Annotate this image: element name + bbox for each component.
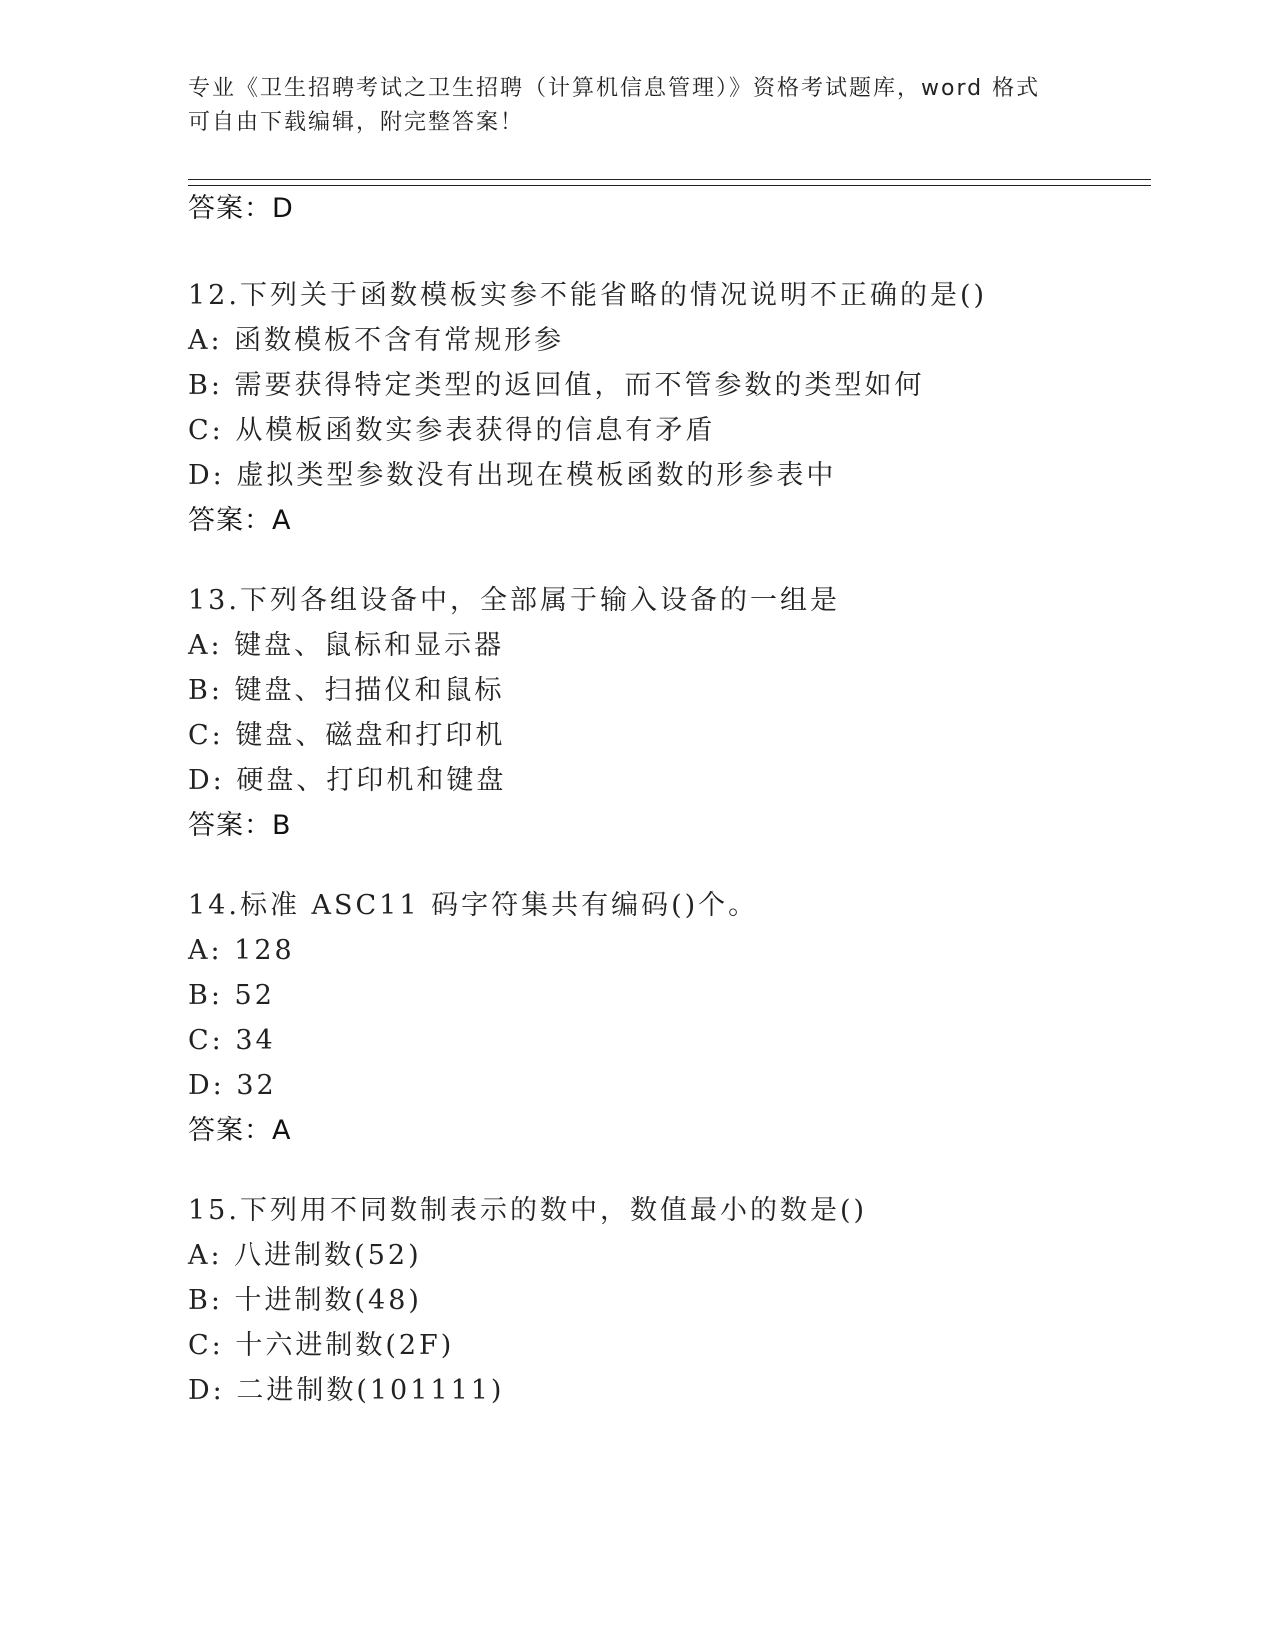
option-a: A: 128 — [188, 935, 295, 966]
question-stem: 14.标准 ASC11 码字符集共有编码()个。 — [188, 890, 759, 921]
answer-text: 答案：A — [188, 1115, 292, 1146]
option-a: A: 函数模板不含有常规形参 — [188, 325, 565, 356]
question-13 — [188, 578, 1138, 848]
question-stem: 15.下列用不同数制表示的数中，数值最小的数是() — [188, 1195, 868, 1226]
option-b: B: 需要获得特定类型的返回值，而不管参数的类型如何 — [188, 370, 925, 401]
option-c: C: 34 — [188, 1025, 276, 1056]
option-b: B: 52 — [188, 980, 275, 1011]
answer-text: 答案：A — [188, 505, 292, 536]
option-a: A: 八进制数(52) — [188, 1240, 422, 1271]
option-d: D: 硬盘、打印机和键盘 — [188, 765, 507, 796]
question-14 — [188, 883, 1138, 1153]
option-c: C: 键盘、磁盘和打印机 — [188, 720, 506, 751]
question-12 — [188, 273, 1138, 543]
question-15 — [188, 1188, 1138, 1413]
option-d: D: 虚拟类型参数没有出现在模板函数的形参表中 — [188, 460, 837, 491]
header-divider-top — [188, 179, 1151, 180]
answer-text: 答案：D — [188, 193, 294, 224]
option-c: C: 十六进制数(2F) — [188, 1330, 455, 1361]
answer-text: 答案：B — [188, 810, 292, 841]
option-d: D: 二进制数(101111) — [188, 1375, 505, 1406]
document-header — [188, 72, 1088, 140]
header-line-1: 专业《卫生招聘考试之卫生招聘（计算机信息管理）》资格考试题库，word 格式 — [188, 76, 1041, 101]
option-c: C: 从模板函数实参表获得的信息有矛盾 — [188, 415, 716, 446]
option-b: B: 十进制数(48) — [188, 1285, 422, 1316]
header-line-2: 可自由下载编辑，附完整答案！ — [188, 110, 525, 135]
question-stem: 13.下列各组设备中，全部属于输入设备的一组是 — [188, 585, 840, 616]
option-d: D: 32 — [188, 1070, 277, 1101]
option-a: A: 键盘、鼠标和显示器 — [188, 630, 505, 661]
question-stem: 12.下列关于函数模板实参不能省略的情况说明不正确的是() — [188, 280, 988, 311]
option-b: B: 键盘、扫描仪和鼠标 — [188, 675, 505, 706]
previous-answer-block — [188, 186, 1138, 231]
